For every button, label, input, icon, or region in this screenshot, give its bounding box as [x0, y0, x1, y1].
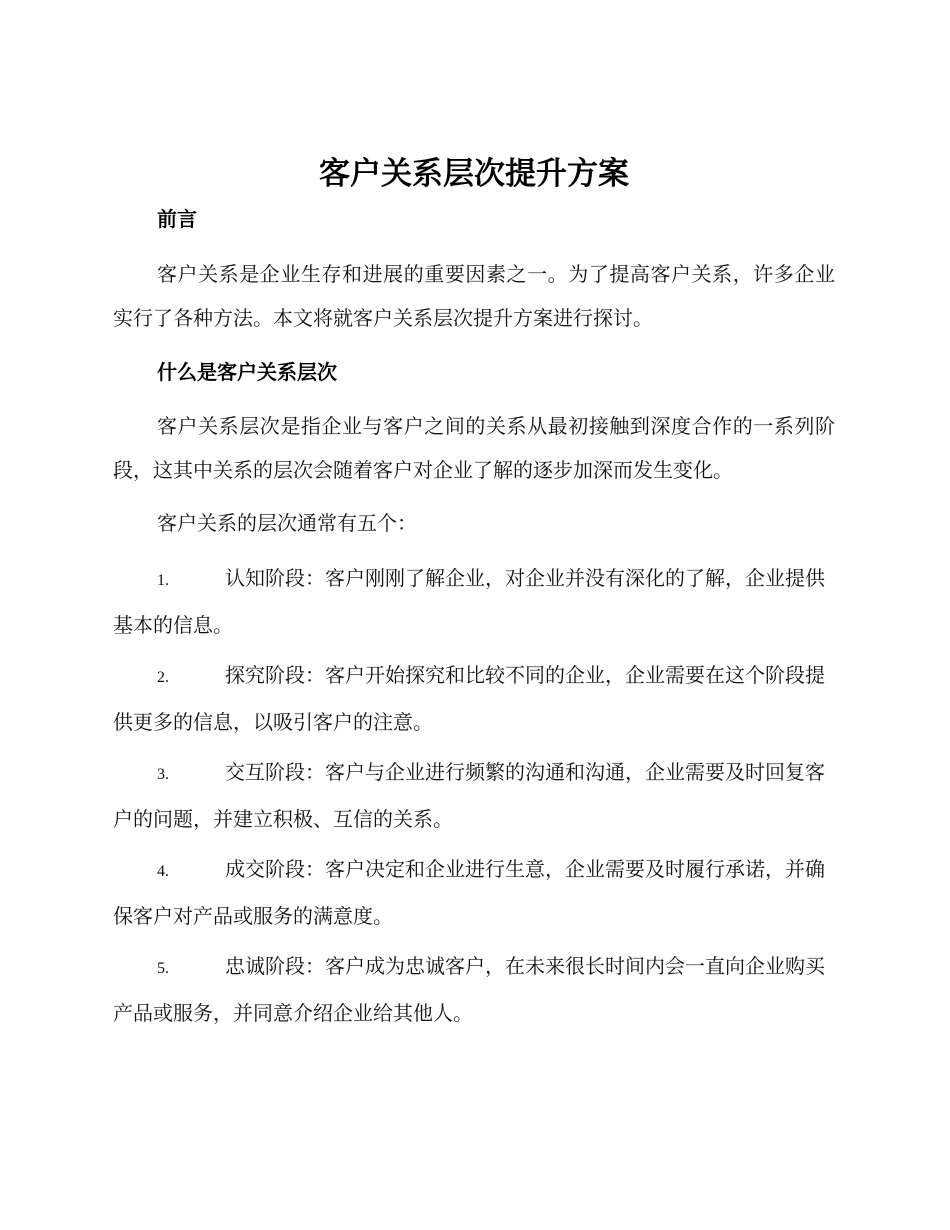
list-item [113, 750, 835, 841]
list-text: 交互阶段：客户与企业进行频繁的沟通和沟通，企业需要及时回复客户的问题，并建立积极、互信的关系。 [113, 760, 825, 831]
paragraph-preface: 客户关系是企业生存和进展的重要因素之一。为了提高客户关系，许多企业实行了各种方法。本文将就客户关系层次提升方案进行探讨。 [113, 262, 835, 330]
paragraph-levels-intro: 客户关系的层次通常有五个： [157, 511, 417, 535]
list-item [113, 556, 835, 647]
list-number: 5. [157, 960, 169, 977]
list-text: 探究阶段：客户开始探究和比较不同的企业，企业需要在这个阶段提供更多的信息，以吸引客户的注意。 [113, 663, 825, 734]
list-number: 1. [157, 572, 169, 589]
list-item [113, 944, 835, 1035]
list-text: 成交阶段：客户决定和企业进行生意，企业需要及时履行承诺，并确保客户对产品或服务的满意度。 [113, 857, 825, 928]
section-heading-definition: 什么是客户关系层次 [157, 360, 337, 384]
section-heading-preface: 前言 [157, 207, 197, 231]
paragraph-definition: 客户关系层次是指企业与客户之间的关系从最初接触到深度合作的一系列阶段，这其中关系的层次会随着客户对企业了解的逐步加深而发生变化。 [113, 414, 835, 482]
document-page [113, 0, 835, 1230]
list-text: 忠诚阶段：客户成为忠诚客户，在未来很长时间内会一直向企业购买产品或服务，并同意介绍企业给其他人。 [113, 954, 825, 1025]
list-number: 3. [157, 766, 169, 783]
list-item [113, 653, 835, 744]
document-title: 客户关系层次提升方案 [319, 156, 629, 192]
list-number: 2. [157, 669, 169, 686]
list-text: 认知阶段：客户刚刚了解企业，对企业并没有深化的了解，企业提供基本的信息。 [113, 566, 825, 637]
list-number: 4. [157, 863, 169, 880]
list-item [113, 847, 835, 938]
